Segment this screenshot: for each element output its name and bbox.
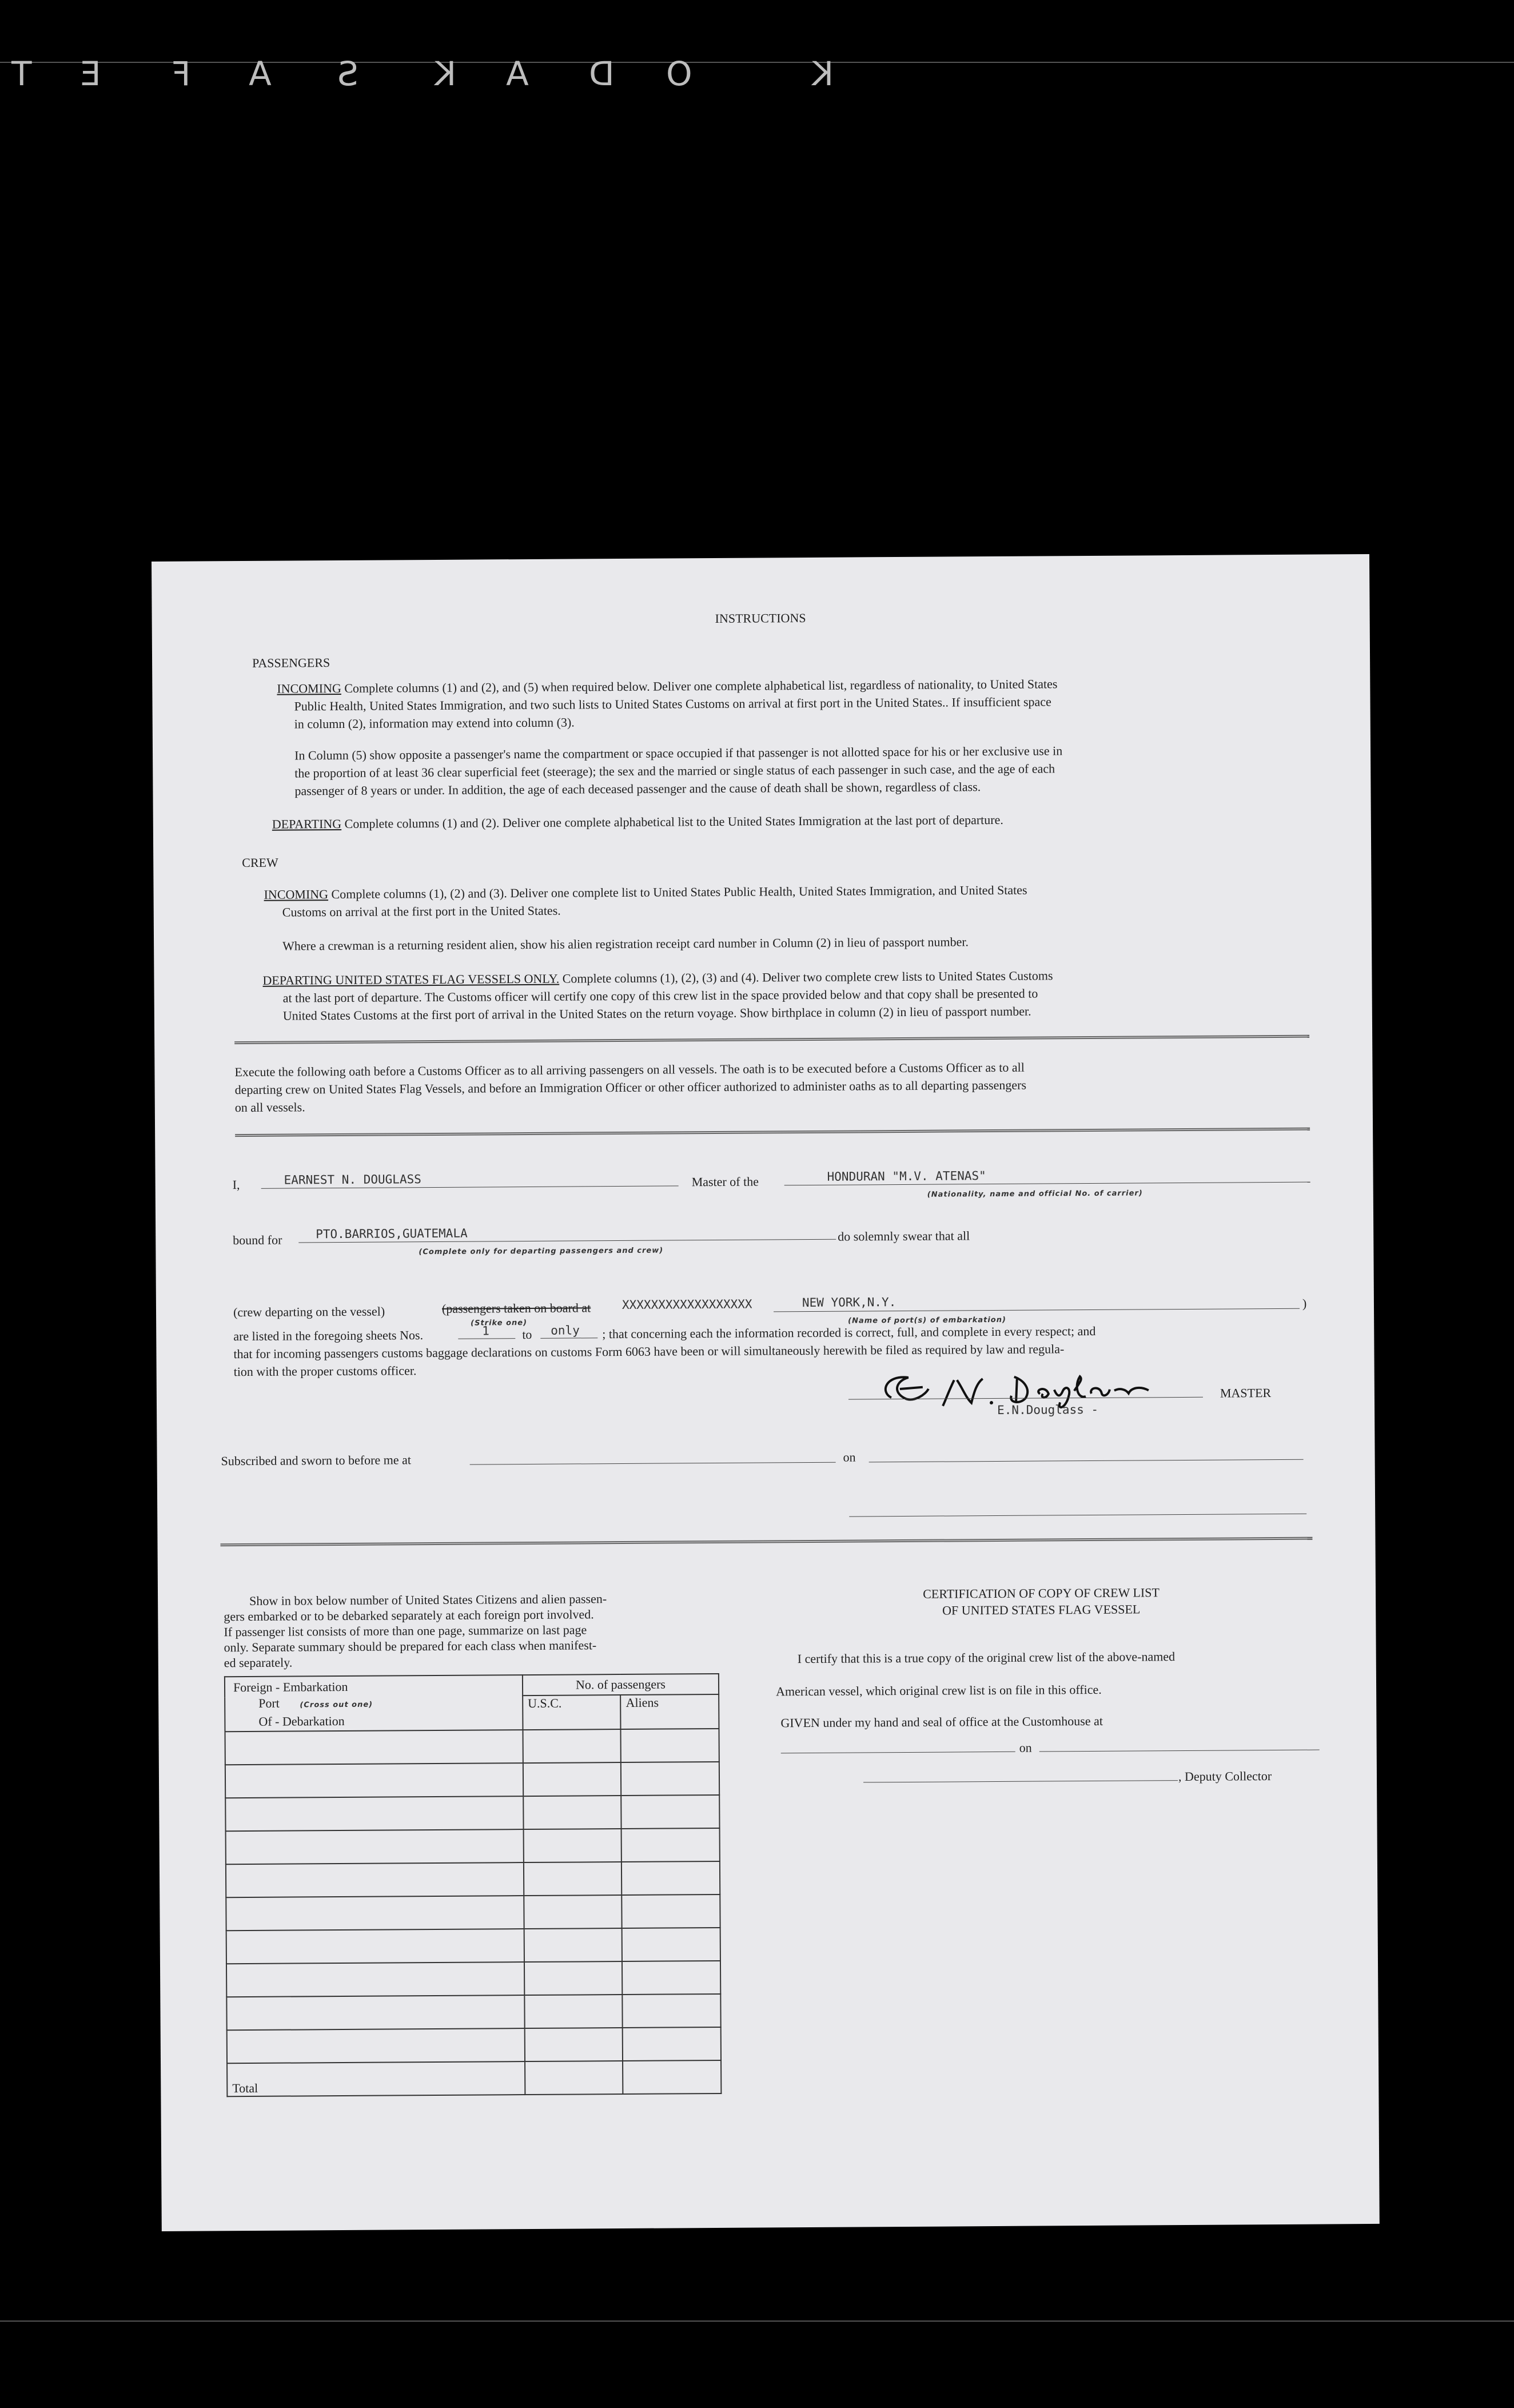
table-cell [226,1962,524,1997]
oath-instruction: departing crew on United States Flag Vessels, and before an Immigration Officer or other officer authorized to administer oaths as to all departing passengers [234,1077,1027,1097]
incoming-text: Complete columns (1) and (2), and (5) when required below. Deliver one complete alphabetical list, regardless of nationality, to United States [344,676,1058,695]
film-letter: T [11,54,32,93]
table-cell [524,1862,622,1896]
table-cell [225,1730,523,1765]
certification-date-line [1039,1750,1320,1752]
struck-passengers-text: (passengers taken on board at [441,1300,591,1316]
master-name-field: EARNEST N. DOUGLASS [284,1172,421,1187]
oath-instruction: Execute the following oath before a Customs Officer as to all arriving passengers on all vessels. The oath is to be executed before a Customs Officer as to all [234,1060,1025,1080]
film-edge-line [0,2321,1514,2322]
table-cell [524,1961,623,1995]
baggage-text: that for incoming passengers customs baggage declarations on customs Form 6063 have been or will simultaneously herewith be filed as required by law and regula- [233,1342,1065,1362]
bound-for-label: bound for [233,1232,282,1248]
embarkation-port-field: NEW YORK,N.Y. [802,1295,897,1310]
sheet-from-field: 1 [482,1324,489,1338]
close-paren: ) [1302,1296,1307,1311]
passenger-summary-table [224,1673,722,2097]
table-cell [623,2060,721,2094]
struck-out-x: XXXXXXXXXXXXXXXXXX [621,1297,752,1312]
summary-instructions: Show in box below number of United States Citizens and alien passen- [249,1591,607,1608]
table-cell [524,1928,622,1962]
port-header-line: Of - Debarkation [258,1713,345,1729]
port-note: (Name of port(s) of embarkation) [848,1315,1006,1326]
table-cell [622,1928,720,1961]
certification-title: CERTIFICATION OF COPY OF CREW LIST [923,1585,1160,1601]
table-row [226,1994,720,2030]
table-cell [226,1995,524,2030]
table-cell [225,1763,523,1798]
table-row [226,1828,720,1864]
departing-text: Complete columns (1), (2), (3) and (4). Deliver two complete crew lists to United States Customs [562,968,1053,986]
certification-text: American vessel, which original crew list is on file in this office. [776,1682,1102,1699]
crew-incoming [264,881,1027,904]
table-cell [227,2028,525,2063]
passengers-incoming-text: in column (2), information may extend into column (3). [294,715,575,731]
incoming-text: Complete columns (1), (2) and (3). Deliver one complete list to United States Public Health, United States Immigration, and United States [331,882,1027,902]
table-row [226,1961,720,1997]
film-letter: S [337,54,358,93]
certification-text: GIVEN under my hand and seal of office at the Customhouse at [780,1713,1103,1730]
listed-label: are listed in the foregoing sheets Nos. [233,1328,424,1344]
table-cell [623,2027,721,2061]
crew-resident-text: Where a crewman is a returning resident alien, show his alien registration receipt card number in Column (2) in lieu of passport number. [282,934,969,953]
film-letter: O [666,54,692,93]
film-letter: K [435,54,457,93]
certification-on-label: on [1019,1740,1032,1755]
section-divider [234,1035,1309,1044]
table-cell [524,1995,623,2028]
table-cell [523,1796,621,1829]
aliens-column-header: Aliens [621,1694,719,1729]
customs-text: tion with the proper customs officer. [233,1363,417,1379]
section-divider [220,1537,1312,1547]
crew-departing-text: United States Customs at the first port of arrival in the United States on the return voyage. Show birthplace in column (2) in lieu of passport number. [282,1004,1031,1023]
deputy-signature-line [863,1780,1178,1782]
table-cell [621,1762,719,1796]
oath-instruction: on all vessels. [234,1100,305,1115]
master-of-label: Master of the [691,1174,759,1189]
incoming-label: INCOMING [264,887,329,902]
table-cell [226,1929,524,1964]
column5-text: the proportion of at least 36 clear superficial feet (steerage); the sex and the married or single status of each passenger in such case, and the age of each [294,761,1055,781]
table-cell [523,1762,621,1796]
master-label: MASTER [1220,1386,1272,1400]
table-cell [622,1961,720,1995]
section-divider [235,1128,1310,1137]
crew-departing-text: at the last port of departure. The Customs officer will certify one copy of this crew list in the space provided below and that copy shall be presented to [282,986,1038,1005]
table-cell [225,1796,523,1831]
customhouse-place-line [781,1752,1015,1754]
to-label: to [522,1327,532,1342]
sheet-to-field: only [551,1323,580,1338]
film-letter: A [249,54,272,93]
table-row [226,1928,720,1964]
crew-heading: CREW [242,855,278,870]
summary-instructions: ed separately. [224,1655,293,1670]
certification-title: OF UNITED STATES FLAG VESSEL [942,1602,1141,1618]
passengers-heading: PASSENGERS [252,655,330,670]
officer-signature-line [849,1514,1306,1517]
table-cell [226,1896,524,1931]
typed-signature: E.N.Douglass - [997,1402,1099,1417]
table-cell [621,1828,720,1862]
total-row [227,2060,721,2096]
subscribed-place-line [470,1462,836,1465]
cross-out-note: (Cross out one) [300,1700,373,1710]
table-cell [621,1729,719,1762]
listed-text: ; that concerning each the information recorded is correct, full, and complete in every respect; and [602,1323,1096,1342]
table-cell [523,1829,621,1862]
subscribed-date-line [869,1459,1304,1463]
column5-text: passenger of 8 years or under. In addition, the age of each deceased passenger and the cause of death shall be shown, regardless of class. [294,779,981,798]
incoming-label: INCOMING [277,680,341,696]
vessel-note: (Nationality, name and official No. of carrier) [927,1189,1143,1199]
port-column-header [225,1675,523,1732]
port-header-port: Port [258,1695,280,1710]
port-header-line [230,1694,517,1714]
deputy-collector-label: , Deputy Collector [1178,1769,1272,1784]
column5-text: In Column (5) show opposite a passenger's name the compartment or space occupied if that passenger is not allotted space for his or her exclusive use in [294,743,1063,763]
page-title: INSTRUCTIONS [715,611,806,626]
film-letter: F [172,54,191,93]
table-cell [621,1861,720,1895]
departing-label: DEPARTING UNITED STATES FLAG VESSELS ONLY. [262,971,560,988]
table-row [227,2027,721,2063]
table-cell [524,1895,622,1929]
bound-for-field: PTO.BARRIOS,GUATEMALA [316,1226,468,1241]
film-letter: E [80,54,101,93]
table-cell [525,2028,623,2061]
port-header-line: Foreign - Embarkation [233,1679,348,1695]
subscribed-on-label: on [843,1450,856,1464]
summary-instructions: gers embarked or to be debarked separately at each foreign port involved. [224,1607,594,1624]
passengers-column-header: No. of passengers [523,1674,719,1695]
table-cell [226,1829,524,1864]
crew-departing-label: (crew departing on the vessel) [233,1304,385,1320]
table-row [225,1795,719,1831]
table-cell [523,1729,621,1763]
swear-text: do solemnly swear that all [838,1228,970,1244]
usc-column-header: U.S.C. [523,1695,621,1730]
crew-list-form-page [152,554,1380,2231]
vessel-field: HONDURAN "M.V. ATENAS" [827,1169,986,1184]
table-row [225,1729,719,1765]
total-label: Total [227,2061,525,2096]
table-cell [525,2061,623,2095]
certification-text: I certify that this is a true copy of the original crew list of the above-named [797,1649,1176,1666]
oath-i-label: I, [232,1177,240,1192]
table-row [225,1762,719,1798]
bound-for-note: (Complete only for departing passengers and crew) [419,1246,664,1257]
table-row [226,1894,720,1931]
film-letter: A [506,54,529,93]
crew-incoming-text: Customs on arrival at the first port in the United States. [282,903,561,920]
film-edge-text [0,54,1514,106]
summary-instructions: only. Separate summary should be prepared for each class when manifest- [224,1638,597,1655]
table-cell [226,1862,524,1897]
passengers-departing [272,811,1003,833]
departing-text: Complete columns (1) and (2). Deliver one complete alphabetical list to the United States Immigration at the last port of departure. [344,812,1003,831]
table-cell [623,1994,721,2028]
table-cell [622,1894,720,1928]
film-letter: D [589,54,615,93]
subscribed-label: Subscribed and sworn to before me at [221,1452,412,1468]
strike-note: (Strike one) [471,1319,528,1328]
departing-label: DEPARTING [272,816,342,831]
summary-instructions: If passenger list consists of more than one page, summarize on last page [224,1622,587,1639]
table-cell [621,1795,720,1829]
table-row [226,1861,720,1897]
film-letter: K [812,54,834,93]
passengers-incoming-text: Public Health, United States Immigration, and two such lists to United States Customs on arrival at first port in the United States.. If insufficient space [294,694,1051,714]
